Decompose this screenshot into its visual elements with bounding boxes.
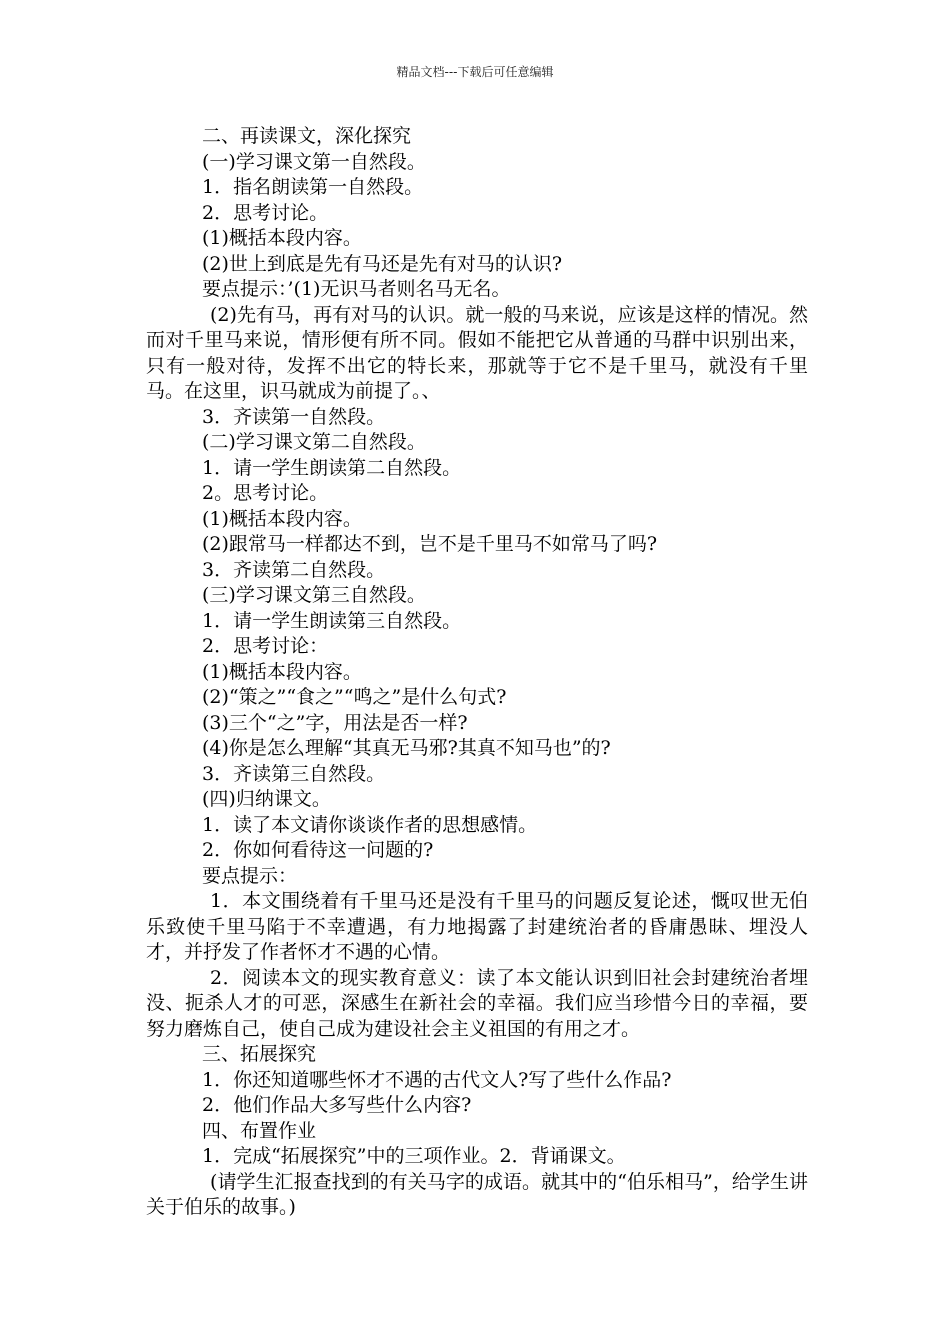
text-line: (2)跟常马一样都达不到，岂不是千里马不如常马了吗? <box>202 533 658 555</box>
text-line: (3)三个“之”字，用法是否一样? <box>202 711 468 734</box>
text-line: 2．你如何看待这一问题的? <box>202 839 434 861</box>
paragraph: (请学生汇报查找到的有关马字的成语。就其中的“伯乐相马”，给学生讲关于伯乐的故事。) <box>146 1170 808 1218</box>
text-line: 1．你还知道哪些怀才不遇的古代文人?写了些什么作品? <box>202 1068 672 1091</box>
text-line: (4)你是怎么理解“其真无马邪?其真不知马也”的? <box>202 737 611 759</box>
document-body <box>146 124 808 1221</box>
text-line: 1．完成“拓展探究”中的三项作业。2．背诵课文。 <box>202 1145 626 1167</box>
text-line: 1．请一学生朗读第三自然段。 <box>202 609 462 632</box>
section-heading: 二、再读课文，深化探究 <box>202 125 412 147</box>
subsection-heading: (三)学习课文第三自然段。 <box>202 584 426 606</box>
text-line: 1．读了本文请你谈谈作者的思想感情。 <box>202 813 538 836</box>
text-line: 2．他们作品大多写些什么内容? <box>202 1094 472 1116</box>
text-line: (2)“策之”“食之”“鸣之”是什么句式? <box>202 686 507 708</box>
paragraph: 2．阅读本文的现实教育意义：读了本文能认识到旧社会封建统治者埋没、扼杀人才的可恶，深感生在新社会的幸福。我们应当珍惜今日的幸福，要努力磨炼自己，使自己成为建设社会主义祖国的有用之才。 <box>146 966 808 1040</box>
page-header: 精品文档---下载后可任意编辑 <box>396 65 554 79</box>
text-line: 3．齐读第三自然段。 <box>202 762 386 785</box>
section-heading: 三、拓展探究 <box>202 1043 317 1065</box>
text-line: 2。思考讨论。 <box>202 482 329 504</box>
paragraph: (2)先有马，再有对马的认识。就一般的马来说，应该是这样的情况。然而对千里马来说，情形便有所不同。假如不能把它从普通的马群中识别出来，只有一般对待，发挥不出它的特长来，那就等于它不是千里马，就没有千里马。在这里，识马就成为前提了。、 <box>146 303 808 402</box>
text-line: (2)世上到底是先有马还是先有对马的认识? <box>202 252 563 275</box>
subsection-heading: (一)学习课文第一自然段。 <box>202 150 426 173</box>
subsection-heading: (二)学习课文第二自然段。 <box>202 431 426 453</box>
text-line: 3．齐读第二自然段。 <box>202 558 386 581</box>
text-line: 2．思考讨论。 <box>202 201 329 224</box>
section-heading: 四、布置作业 <box>202 1119 317 1142</box>
text-line: 3．齐读第一自然段。 <box>202 405 386 428</box>
subsection-heading: (四)归纳课文。 <box>202 788 331 810</box>
text-line: 1．请一学生朗读第二自然段。 <box>202 456 462 479</box>
text-line: (1)概括本段内容。 <box>202 507 362 530</box>
paragraph: 1．本文围绕着有千里马还是没有千里马的问题反复论述，慨叹世无伯乐致使千里马陷于不幸遭遇，有力地揭露了封建统治者的昏庸愚昧、埋没人才，并抒发了作者怀才不遇的心情。 <box>146 890 808 963</box>
text-line: 1．指名朗读第一自然段。 <box>202 176 424 198</box>
text-line: (1)概括本段内容。 <box>202 227 362 249</box>
key-point-heading: 要点提示： <box>202 864 298 887</box>
key-point-line: 要点提示：’(1)无识马者则名马无名。 <box>202 278 511 300</box>
text-line: (1)概括本段内容。 <box>202 660 362 683</box>
text-line: 2．思考讨论： <box>202 635 329 657</box>
